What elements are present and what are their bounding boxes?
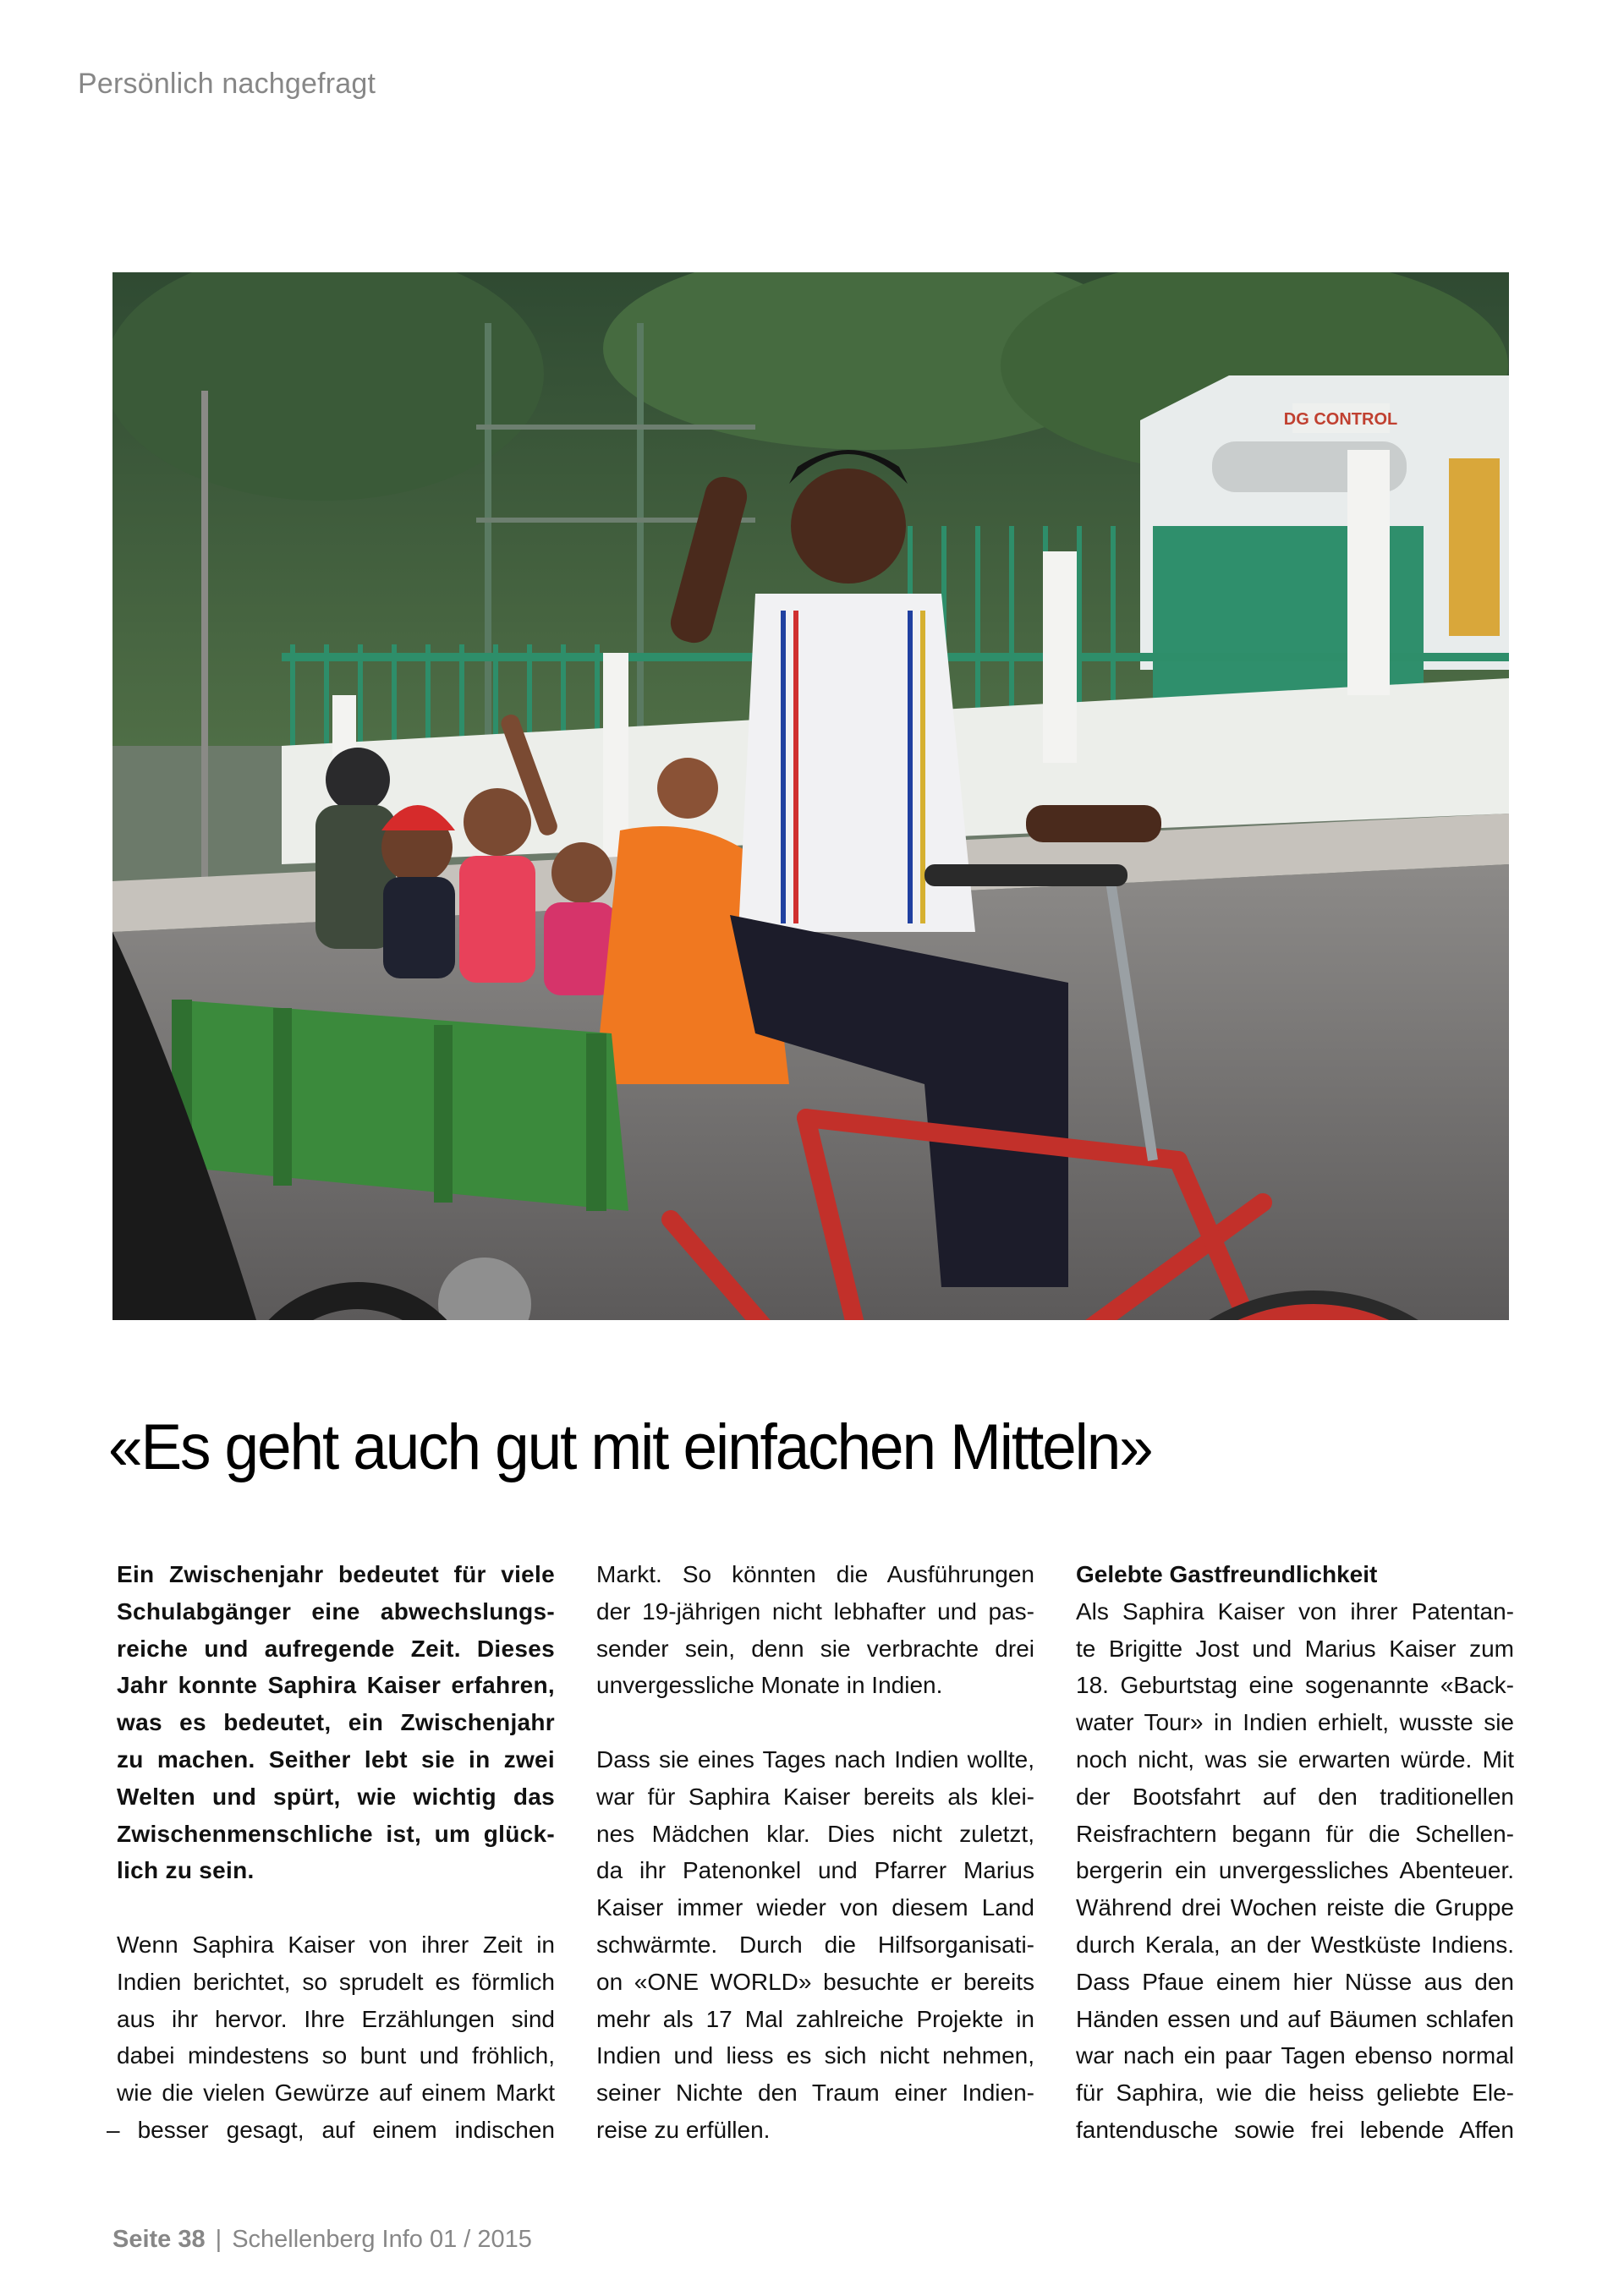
body-line: dabei mindestens so bunt und fröhlich, [117,2042,555,2069]
article-column-2 [596,1556,1034,2149]
article-column-3 [1076,1556,1514,2149]
paragraph-gap [117,1889,555,1926]
body-line: Händen essen und auf Bäumen schlafen [1076,2005,1514,2032]
body-line: durch Kerala, an der Westküste Indiens. [1076,1931,1514,1958]
body-paragraph [596,1741,1034,2149]
body-line: te Brigitte Jost und Marius Kaiser zum [1076,1635,1514,1662]
body-line: reise zu erfüllen. [596,2116,771,2143]
lead-line: Jahr konnte Saphira Kaiser erfahren, [117,1672,555,1699]
body-paragraph [107,1926,555,2149]
svg-text:DG CONTROL: DG CONTROL [1283,410,1398,429]
body-paragraph [1076,1593,1514,2149]
page-number: Seite 38 [112,2226,206,2253]
body-line: für Saphira, wie die heiss geliebte Ele- [1076,2080,1514,2107]
lead-line: Schulabgänger eine abwechslungs- [117,1597,555,1625]
body-line: – besser gesagt, auf einem indischen [107,2116,555,2143]
article-headline: «Es geht auch gut mit einfachen Mitteln» [108,1411,1152,1483]
body-line: Indien berichtet, so sprudelt es förmlich [117,1968,555,1995]
lead-line: lich zu sein. [117,1857,255,1884]
body-line: da ihr Patenonkel und Pfarrer Marius [596,1857,1034,1884]
body-line: der 19-jährigen nicht lebhafter und pas- [596,1597,1034,1625]
article-photo [112,272,1509,1320]
body-line: water Tour» in Indien erhielt, wusste sie [1076,1709,1514,1736]
footer-separator: | [215,2226,222,2253]
body-line: sender sein, denn sie verbrachte drei [596,1635,1034,1662]
body-line: Als Saphira Kaiser von ihrer Patentan- [1076,1597,1514,1625]
section-subheading: Gelebte Gastfreundlichkeit [1076,1561,1378,1587]
body-line: on «ONE WORLD» besuchte er bereits [596,1968,1034,1995]
lead-line: Zwischenmenschliche ist, um glück- [117,1820,555,1847]
body-line: unvergessliche Monate in Indien. [596,1672,943,1699]
body-paragraph [596,1556,1034,1704]
body-line: Indien und liess es sich nicht nehmen, [596,2042,1034,2069]
lead-line: was es bedeutet, ein Zwischenjahr [117,1709,555,1736]
page-footer [112,2226,532,2254]
body-line: bergerin ein unvergessliches Abenteuer. [1076,1857,1514,1884]
body-line: war für Saphira Kaiser bereits als klei- [596,1783,1034,1810]
article-lead [117,1556,555,1889]
paragraph-gap [596,1704,1034,1741]
body-line: fantendusche sowie frei lebende Affen [1076,2116,1514,2143]
article-column-1 [107,1556,555,2149]
body-line: mehr als 17 Mal zahlreiche Projekte in [596,2005,1034,2032]
body-line: Markt. So könnten die Ausführungen [596,1561,1034,1587]
lead-line: zu machen. Seither lebt sie in zwei [117,1745,555,1773]
body-line: seiner Nichte den Traum einer Indien- [596,2080,1034,2107]
publication-name: Schellenberg Info 01 / 2015 [232,2226,532,2253]
body-line: Reisfrachtern begann für die Schellen- [1076,1820,1514,1847]
body-line: 18. Geburtstag eine sogenannte «Back- [1076,1672,1514,1699]
body-line: noch nicht, was sie erwarten würde. Mit [1076,1745,1514,1773]
body-line: war nach ein paar Tagen ebenso normal [1076,2042,1514,2069]
body-line: wie die vielen Gewürze auf einem Markt [117,2080,555,2107]
tricycle-photo-illustration [112,272,1509,1320]
body-line: schwärmte. Durch die Hilfsorganisati- [596,1931,1034,1958]
body-line: Kaiser immer wieder von diesem Land [596,1894,1034,1921]
section-label: Persönlich nachgefragt [78,68,376,100]
body-line: Während drei Wochen reiste die Gruppe [1076,1894,1514,1921]
body-line: Dass Pfaue einem hier Nüsse aus den [1076,1968,1514,1995]
body-line: nes Mädchen klar. Dies nicht zuletzt, [596,1820,1034,1847]
body-line: Dass sie eines Tages nach Indien wollte, [596,1745,1034,1773]
lead-line: reiche und aufregende Zeit. Dieses [117,1635,555,1662]
body-line: Wenn Saphira Kaiser von ihrer Zeit in [117,1931,555,1958]
body-line: aus ihr hervor. Ihre Erzählungen sind [117,2005,555,2032]
body-line: der Bootsfahrt auf den traditionellen [1076,1783,1514,1810]
lead-line: Ein Zwischenjahr bedeutet für viele [117,1561,555,1587]
lead-line: Welten und spürt, wie wichtig das [117,1783,555,1810]
